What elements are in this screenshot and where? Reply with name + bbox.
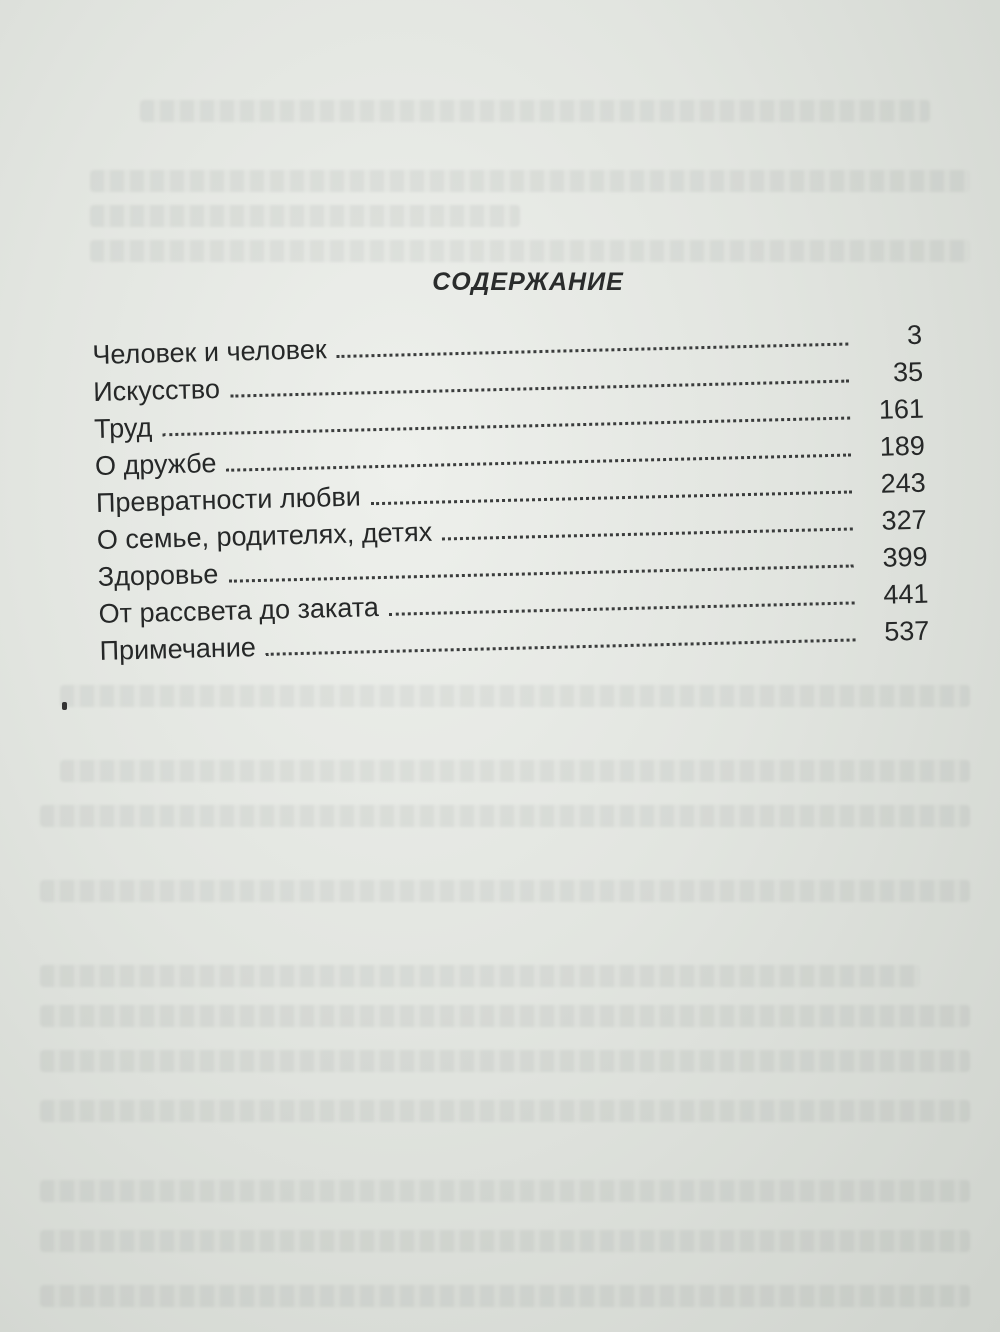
toc-entry-page: 537 — [883, 615, 930, 647]
toc-entry-title: Искусство — [92, 373, 221, 407]
toc-entry-page: 161 — [878, 393, 925, 425]
toc-leader-dots — [162, 417, 850, 437]
toc-entry-title: Человек и человек — [92, 334, 327, 370]
toc-entry-title: О семье, родителях, детях — [96, 516, 433, 555]
bleed-through-line — [40, 1180, 970, 1202]
toc-leader-dots — [371, 490, 852, 505]
bleed-through-line — [40, 965, 920, 987]
bleed-through-line — [40, 805, 970, 827]
toc-entry-title: Превратности любви — [95, 481, 362, 518]
toc-entry-title: От рассвета до заката — [98, 592, 380, 629]
bleed-through-line — [90, 170, 970, 192]
bleed-through-line — [40, 1285, 970, 1307]
table-of-contents — [92, 320, 930, 673]
toc-entry-page: 327 — [881, 504, 928, 536]
toc-entry-title: Труд — [93, 412, 153, 444]
bleed-through-line — [40, 1005, 970, 1027]
toc-entry-title: О дружбе — [94, 448, 217, 481]
bleed-through-line — [90, 205, 520, 227]
ink-mark — [62, 702, 67, 710]
toc-leader-dots — [230, 380, 849, 398]
toc-leader-dots — [442, 527, 853, 540]
toc-entry-page: 189 — [879, 430, 926, 462]
bleed-through-line — [60, 760, 970, 782]
bleed-through-line — [40, 1050, 970, 1072]
bleed-through-line — [60, 685, 970, 707]
toc-leader-dots — [228, 564, 853, 582]
bleed-through-line — [40, 1230, 970, 1252]
bleed-through-line — [90, 240, 970, 262]
toc-entry-title: Здоровье — [97, 558, 219, 592]
bleed-through-line — [40, 1100, 970, 1122]
toc-leader-dots — [266, 638, 856, 655]
bleed-through-line — [140, 100, 930, 122]
toc-entry-page: 35 — [892, 356, 924, 388]
toc-entry-page: 3 — [906, 319, 923, 351]
toc-leader-dots — [337, 343, 849, 359]
toc-entry-page: 441 — [883, 578, 929, 610]
toc-leader-dots — [389, 601, 855, 615]
toc-entry-page: 243 — [880, 467, 927, 499]
toc-entry-title: Примечание — [99, 632, 257, 666]
toc-leader-dots — [227, 453, 852, 471]
page-title: СОДЕРЖАНИЕ — [432, 268, 624, 296]
bleed-through-line — [40, 880, 970, 902]
toc-entry-page: 399 — [882, 541, 928, 573]
